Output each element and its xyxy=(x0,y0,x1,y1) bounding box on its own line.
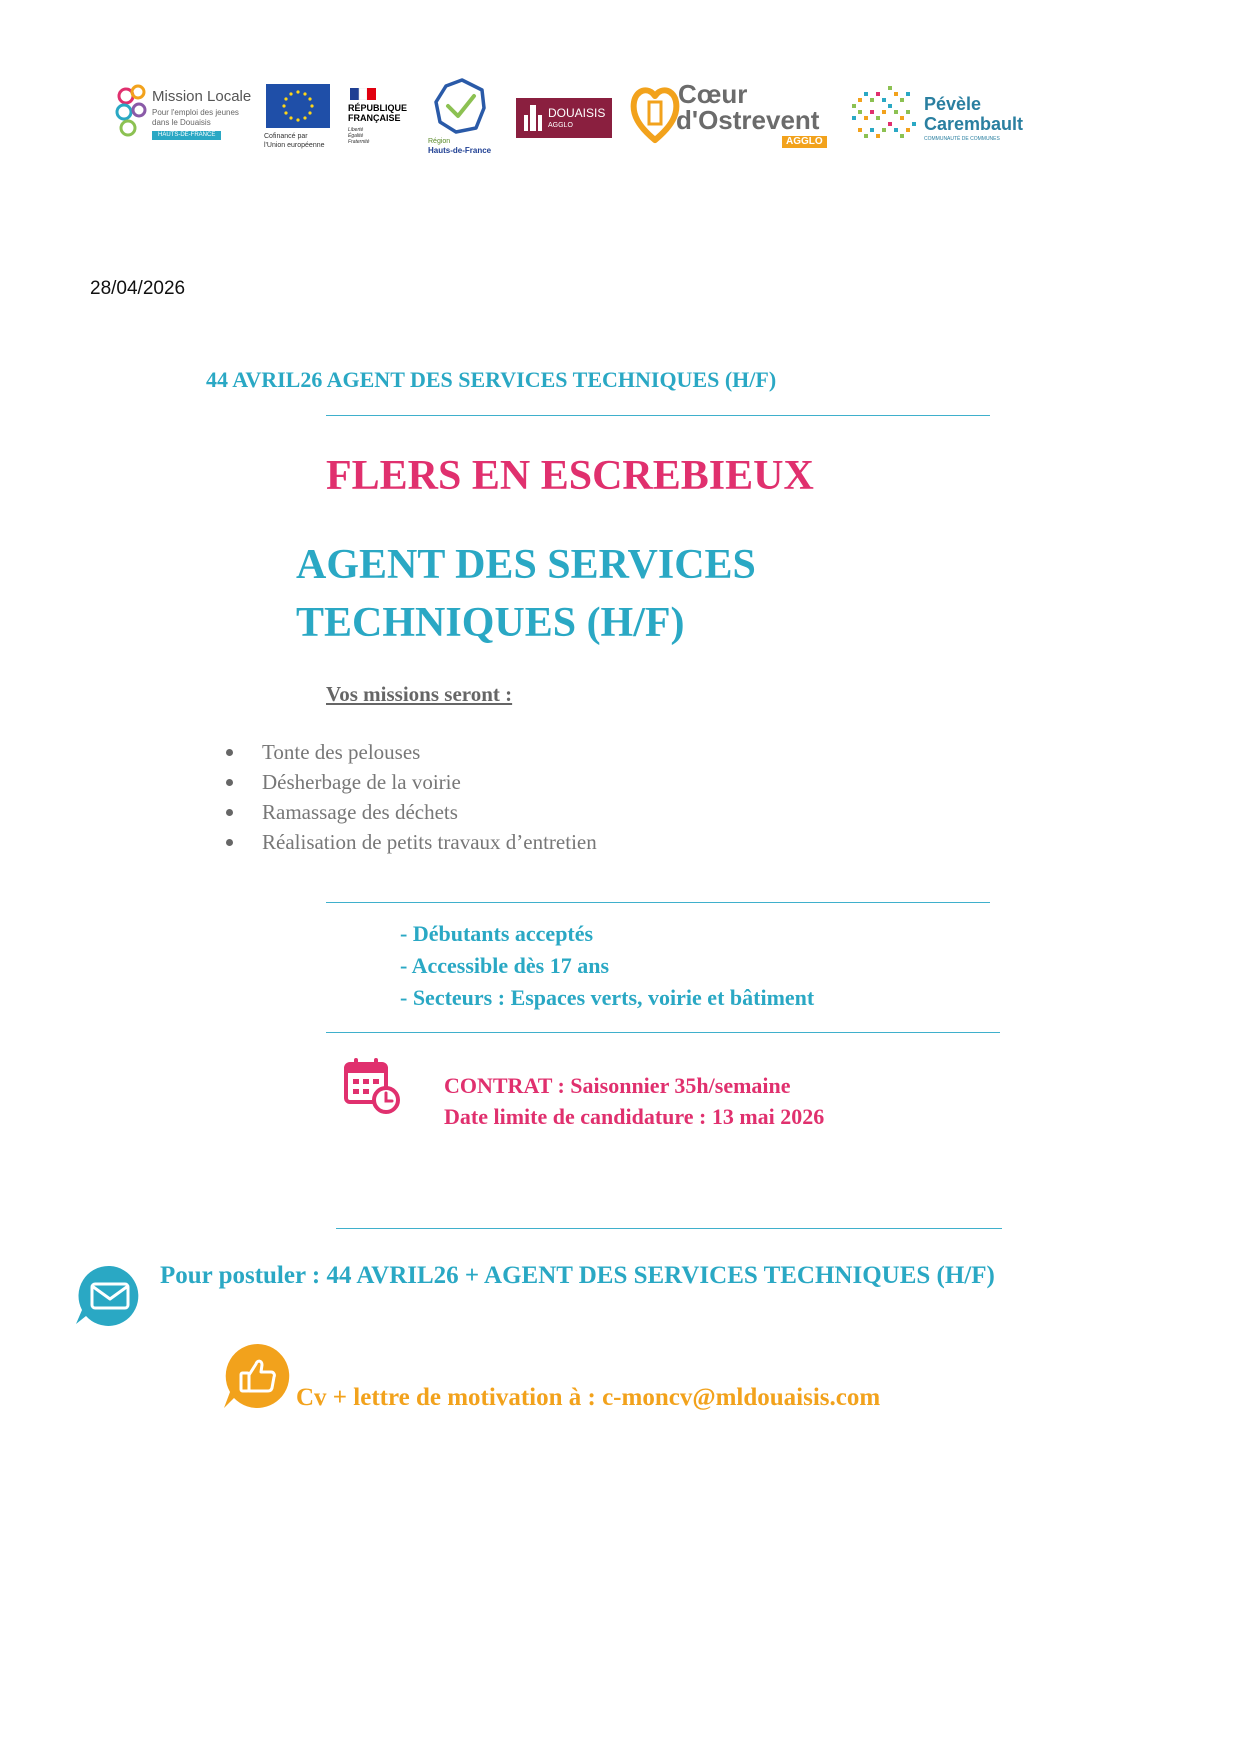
mission-locale-name: Mission Locale xyxy=(152,88,252,105)
missions-list xyxy=(226,737,597,857)
eu-flag-icon xyxy=(266,84,330,128)
reference-title: 44 AVRIL26 AGENT DES SERVICES TECHNIQUES (H/F) xyxy=(206,367,777,392)
douaisis-name: DOUAISIS xyxy=(548,106,606,120)
pevele-sub: COMMUNAUTÉ DE COMMUNES xyxy=(924,136,1000,142)
eu-caption-2: l'Union européenne xyxy=(264,142,325,149)
marianne-icon xyxy=(350,88,376,100)
pevele-line1: Pévèle xyxy=(924,94,982,114)
douaisis-badge xyxy=(516,98,612,138)
region-hauts-de-france-logo xyxy=(424,78,504,156)
list-item: Tonte des pelouses xyxy=(226,737,597,767)
republique-motto2: Égalité xyxy=(348,133,364,139)
divider-2 xyxy=(326,902,990,903)
douaisis-belfry-icon xyxy=(522,105,544,131)
job-title-line1: AGENT DES SERVICES xyxy=(296,542,756,588)
list-item: Ramassage des déchets xyxy=(226,797,597,827)
document-date: 28/04/2026 xyxy=(90,278,186,299)
list-item: Désherbage de la voirie xyxy=(226,767,597,797)
republique-francaise-logo xyxy=(346,78,418,156)
list-item: Réalisation de petits travaux d’entretien xyxy=(226,827,597,857)
coeur-d-ostrevent-logo xyxy=(630,78,836,156)
contract-type: CONTRAT : Saisonnier 35h/semaine xyxy=(444,1073,791,1098)
coeur-line2: d'Ostrevent xyxy=(676,105,820,135)
job-title xyxy=(296,536,896,652)
divider-1 xyxy=(326,415,990,416)
coeur-band: AGGLO xyxy=(782,136,827,148)
republique-line2: FRANÇAISE xyxy=(348,113,401,123)
region-line2: Hauts-de-France xyxy=(428,146,492,155)
douaisis-sub: AGGLO xyxy=(548,122,573,129)
cv-email-instructions: Cv + lettre de motivation à : c-moncv@mldouaisis.com xyxy=(296,1384,881,1411)
thumbs-up-icon xyxy=(222,1342,294,1412)
mission-locale-circles-icon xyxy=(112,82,152,152)
pevele-carembault-logo xyxy=(846,78,1032,156)
coeur-heart-icon xyxy=(630,80,680,146)
mission-locale-line2: Pour l'emploi des jeunes xyxy=(152,108,239,117)
pevele-dots-icon xyxy=(846,86,920,146)
calendar-clock-icon xyxy=(342,1056,402,1116)
region-line1: Région xyxy=(428,138,451,145)
eu-logo xyxy=(262,78,336,156)
pevele-line2: Carembault xyxy=(924,114,1024,134)
mission-locale-band: HAUTS-DE-FRANCE xyxy=(152,131,221,140)
republique-motto1: Liberté xyxy=(348,127,364,133)
contract-info xyxy=(444,1070,824,1132)
douaisis-agglo-logo xyxy=(516,78,616,156)
mail-icon xyxy=(74,1262,144,1330)
region-france-map-icon xyxy=(432,78,488,134)
coeur-line1: Cœur xyxy=(678,79,748,109)
list-item: - Secteurs : Espaces verts, voirie et bâtiment xyxy=(400,985,815,1010)
job-title-line2: TECHNIQUES (H/F) xyxy=(296,600,685,646)
divider-4 xyxy=(336,1228,1002,1229)
missions-heading: Vos missions seront : xyxy=(326,682,513,706)
republique-line1: RÉPUBLIQUE xyxy=(348,103,408,113)
conditions-list xyxy=(400,918,814,1014)
mission-locale-logo xyxy=(112,78,252,156)
apply-instructions: Pour postuler : 44 AVRIL26 + AGENT DES SERVICES TECHNIQUES (H/F) xyxy=(160,1262,995,1289)
mission-locale-line3: dans le Douaisis xyxy=(152,118,211,127)
divider-3 xyxy=(326,1032,1000,1033)
list-item: - Débutants acceptés xyxy=(400,921,594,946)
list-item: - Accessible dès 17 ans xyxy=(400,953,609,978)
application-deadline: Date limite de candidature : 13 mai 2026 xyxy=(444,1104,825,1129)
job-city: FLERS EN ESCREBIEUX xyxy=(326,453,814,499)
eu-caption-1: Cofinancé par xyxy=(264,133,308,140)
republique-motto3: Fraternité xyxy=(348,139,370,145)
